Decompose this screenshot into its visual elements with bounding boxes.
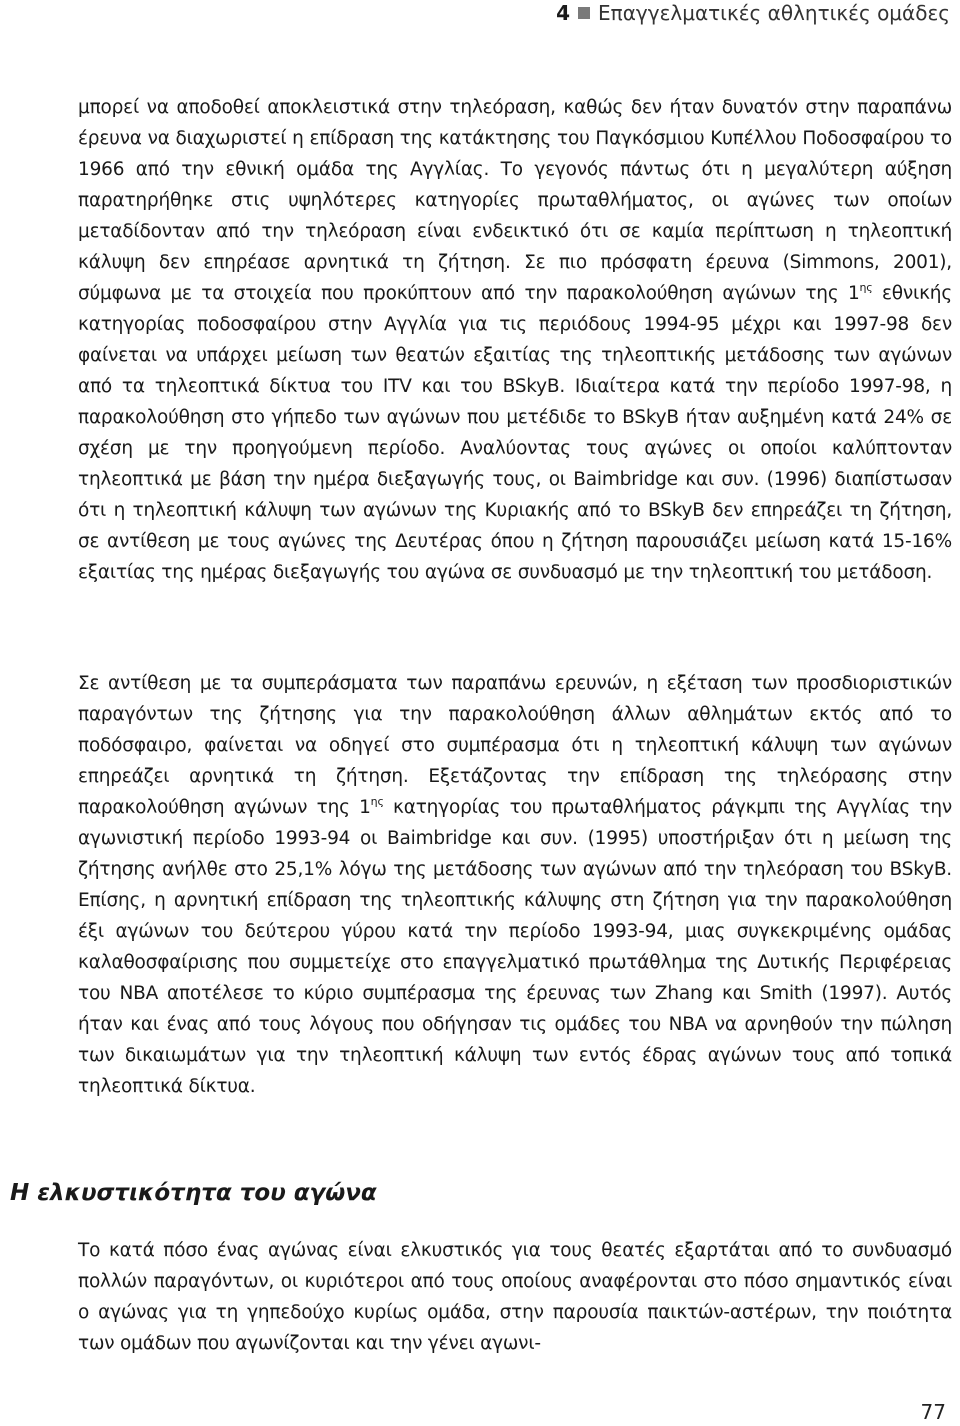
paragraph-text: κατηγορίας του πρωταθλήματος ράγκμπι της Αγγλίας την αγωνιστική περίοδο 1993-94 οι Baimbridge και συν. (1995) υποστήριξαν ότι η μείωση της ζήτησης ανήλθε στο 25,1% λόγω της μετάδοσης των αγώνων από την τηλεόραση του BSkyB. Επίσης, η αρνητική επίδραση της τηλεοπτικής κάλυψης στη ζήτηση για την παρακολούθηση έξι αγώνων του δεύτερου γύρου κατά την περίοδο 1993-94, μιας συγκεκριμένης ομάδας καλαθοσφαίρισης που συμμετείχε στο επαγγελματικό πρωτάθλημα της Δυτικής Περιφέρειας του NBA αποτέλεσε το κύριο συμπέρασμα της έρευνας των Zhang και Smith (1997). Αυτός ήταν και ένας από τους λόγους που οδήγησαν τις ομάδες του NBA να αρνηθούν την πώληση των δικαιωμάτων για την τηλεοπτική κάλυψη των εντός έδρας αγώνων τους από τοπικά τηλεοπτικά δίκτυα.	[78, 797, 952, 1097]
ordinal-superscript: ης	[859, 281, 873, 294]
ordinal-superscript: ης	[370, 795, 384, 808]
paragraph-text: Το κατά πόσο ένας αγώνας είναι ελκυστικός για τους θεατές εξαρτάται από το συνδυασμό πολλών παραγόντων, οι κυριότεροι από τους οποίους αναφέρονται στο πόσο σημαντικός είναι ο αγώνας για τη γηπεδούχο κυρίως ομάδα, στην παρουσία παικτών-αστέρων, την ποιότητα των ομάδων που αγωνίζονται και την γένει αγωνι-	[78, 1240, 952, 1354]
paragraph-text: Σε αντίθεση με τα συμπεράσματα των παραπάνω ερευνών, η εξέταση των προσδιοριστικών παραγόντων της ζήτησης για την παρακολούθηση άλλων αθλημάτων εκτός από το ποδόσφαιρο, φαίνεται να οδηγεί στο συμπέρασμα ότι η τηλεοπτική κάλυψη των αγώνων επηρεάζει αρνητικά τη ζήτηση. Εξετάζοντας την επίδραση της τηλεόρασης στην παρακολούθηση αγώνων της 1	[78, 673, 952, 818]
section-heading: Η ελκυστικότητα του αγώνα	[10, 1180, 377, 1206]
paragraph-text: μπορεί να αποδοθεί αποκλειστικά στην τηλεόραση, καθώς δεν ήταν δυνατόν στην παραπάνω έρευνα να διαχωριστεί η επίδραση της κατάκτησης του Παγκόσμιου Κυπέλλου Ποδοσφαίρου το 1966 από την εθνική ομάδα της Αγγλίας. Το γεγονός πάντως ότι η μεγαλύτερη αύξηση παρατηρήθηκε στις υψηλότερες κατηγορίες πρωταθλήματος, οι αγώνες των οποίων μεταδίδονταν από την τηλεόραση είναι ενδεικτικό ότι σε καμία περίπτωση η τηλεοπτική κάλυψη δεν επηρέασε αρνητικά τη ζήτηση. Σε πιο πρόσφατη έρευνα (Simmons, 2001), σύμφωνα με τα στοιχεία που προκύπτουν από την παρακολούθηση αγώνων της 1	[78, 97, 952, 304]
paragraph-2	[78, 668, 952, 1102]
chapter-title: Επαγγελματικές αθλητικές ομάδες	[598, 1, 950, 25]
running-header	[556, 0, 950, 26]
chapter-number: 4	[556, 1, 571, 25]
paragraph-text: εθνικής κατηγορίας ποδοσφαίρου στην Αγγλία για τις περιόδους 1994-95 μέχρι και 1997-98 δεν φαίνεται να υπάρχει μείωση των θεατών εξαιτίας της τηλεοπτικής μετάδοσης των αγώνων από τα τηλεοπτικά δίκτυα του ITV και του BSkyB. Ιδιαίτερα κατά την περίοδο 1997-98, η παρακολούθηση στο γήπεδο των αγώνων που μετέδιδε το BSkyB ήταν αυξημένη κατά 24% σε σχέση με την προηγούμενη περίοδο. Αναλύοντας τους αγώνες οι οποίοι καλύπτονταν τηλεοπτικά με βάση την ημέρα διεξαγωγής τους, οι Baimbridge και συν. (1996) διαπίστωσαν ότι η τηλεοπτική κάλυψη των αγώνων της Κυριακής από το BSkyB δεν επηρεάζει τη ζήτηση, σε αντίθεση με τους αγώνες της Δευτέρας όπου η ζήτηση παρουσιάζει μείωση κατά 15-16% εξαιτίας της ημέρας διεξαγωγής του αγώνα σε συνδυασμό με την τηλεοπτική του μετάδοση.	[78, 283, 952, 583]
square-bullet-icon	[578, 7, 590, 19]
paragraph-3	[78, 1235, 952, 1359]
paragraph-1	[78, 92, 952, 588]
page-number: 77	[920, 1400, 946, 1424]
